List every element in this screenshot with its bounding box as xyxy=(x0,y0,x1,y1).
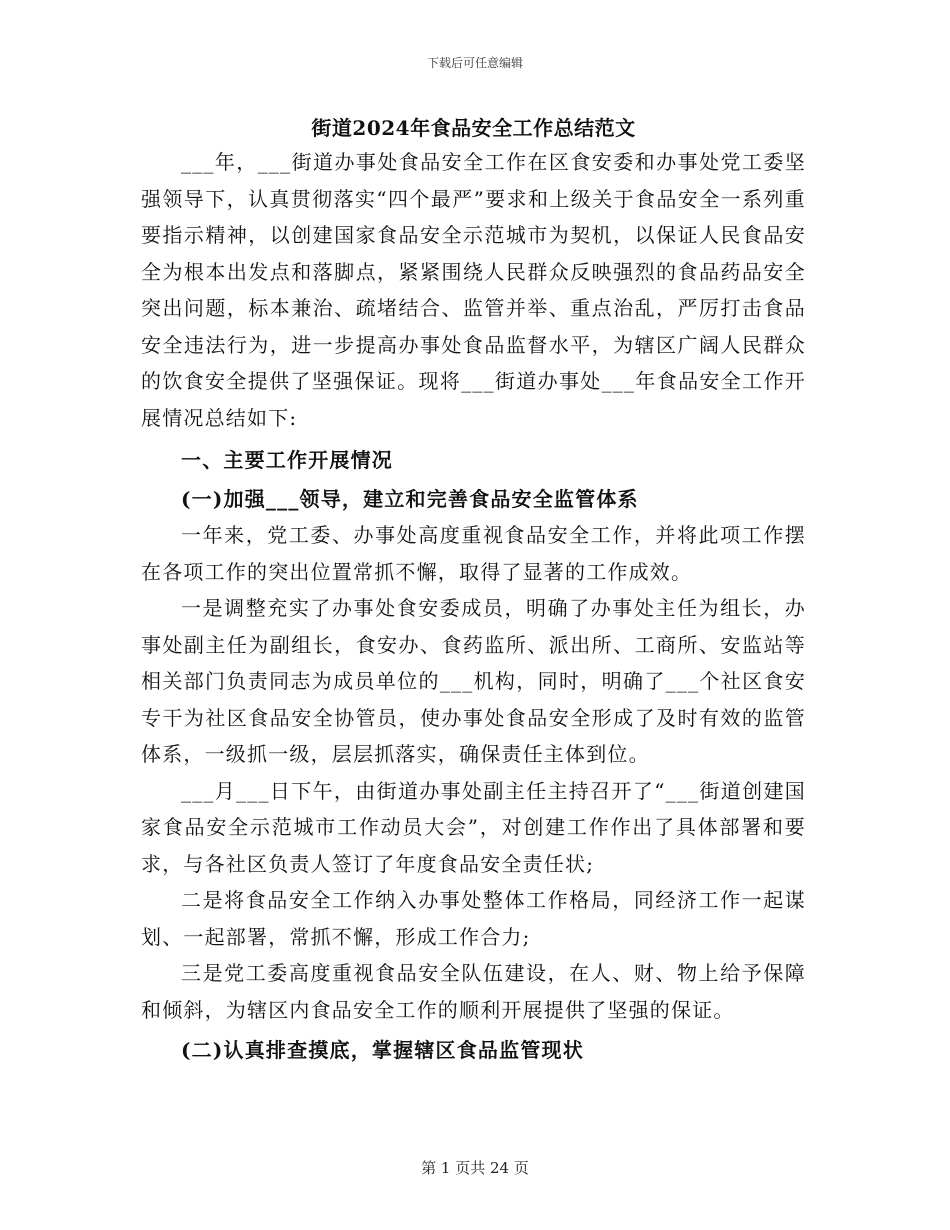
page-footer: 第 1 页共 24 页 xyxy=(421,1159,529,1177)
document-body xyxy=(141,112,806,1069)
paragraph-point-3: 三是党工委高度重视食品安全队伍建设，在人、财、物上给予保障和倾斜，为辖区内食品安全工作的顺利开展提供了坚强的保证。 xyxy=(141,961,806,1022)
section-heading-1: 一、主要工作开展情况 xyxy=(181,448,393,472)
subsection-heading-2: (二)认真排查摸底，掌握辖区食品监管现状 xyxy=(181,1038,584,1062)
document-title: 街道2024年食品安全工作总结范文 xyxy=(311,116,636,140)
intro-paragraph: ___年，___街道办事处食品安全工作在区食安委和办事处党工委坚强领导下，认真贯彻落实“四个最严”要求和上级关于食品安全一系列重要指示精神，以创建国家食品安全示范城市为契机，以保证人民食品安全为根本出发点和落脚点，紧紧围绕人民群众反映强烈的食品药品安全突出问题，标本兼治、疏堵结合、监管并举、重点治乱，严厉打击食品安全违法行为，进一步提高办事处食品监督水平，为辖区广阔人民群众的饮食安全提供了坚强保证。现将___街道办事处___年食品安全工作开展情况总结如下: xyxy=(141,150,806,430)
paragraph-overview: 一年来，党工委、办事处高度重视食品安全工作，并将此项工作摆在各项工作的突出位置常抓不懈，取得了显著的工作成效。 xyxy=(141,523,806,584)
subsection-heading-1: (一)加强___领导，建立和完善食品安全监管体系 xyxy=(181,486,639,511)
page-header: 下载后可任意编辑 xyxy=(426,56,523,70)
paragraph-point-2: 二是将食品安全工作纳入办事处整体工作格局，同经济工作一起谋划、一起部署，常抓不懈，形成工作合力; xyxy=(141,888,806,949)
paragraph-point-1: 一是调整充实了办事处食安委成员，明确了办事处主任为组长，办事处副主任为副组长，食安办、食药监所、派出所、工商所、安监站等相关部门负责同志为成员单位的___机构，同时，明确了___个社区食安专干为社区食品安全协管员，使办事处食品安全形成了及时有效的监管体系，一级抓一级，层层抓落实，确保责任主体到位。 xyxy=(141,596,806,766)
paragraph-meeting: ___月___日下午，由街道办事处副主任主持召开了“___街道创建国家食品安全示范城市工作动员大会”，对创建工作作出了具体部署和要求，与各社区负责人签订了年度食品安全责任状; xyxy=(141,778,806,876)
